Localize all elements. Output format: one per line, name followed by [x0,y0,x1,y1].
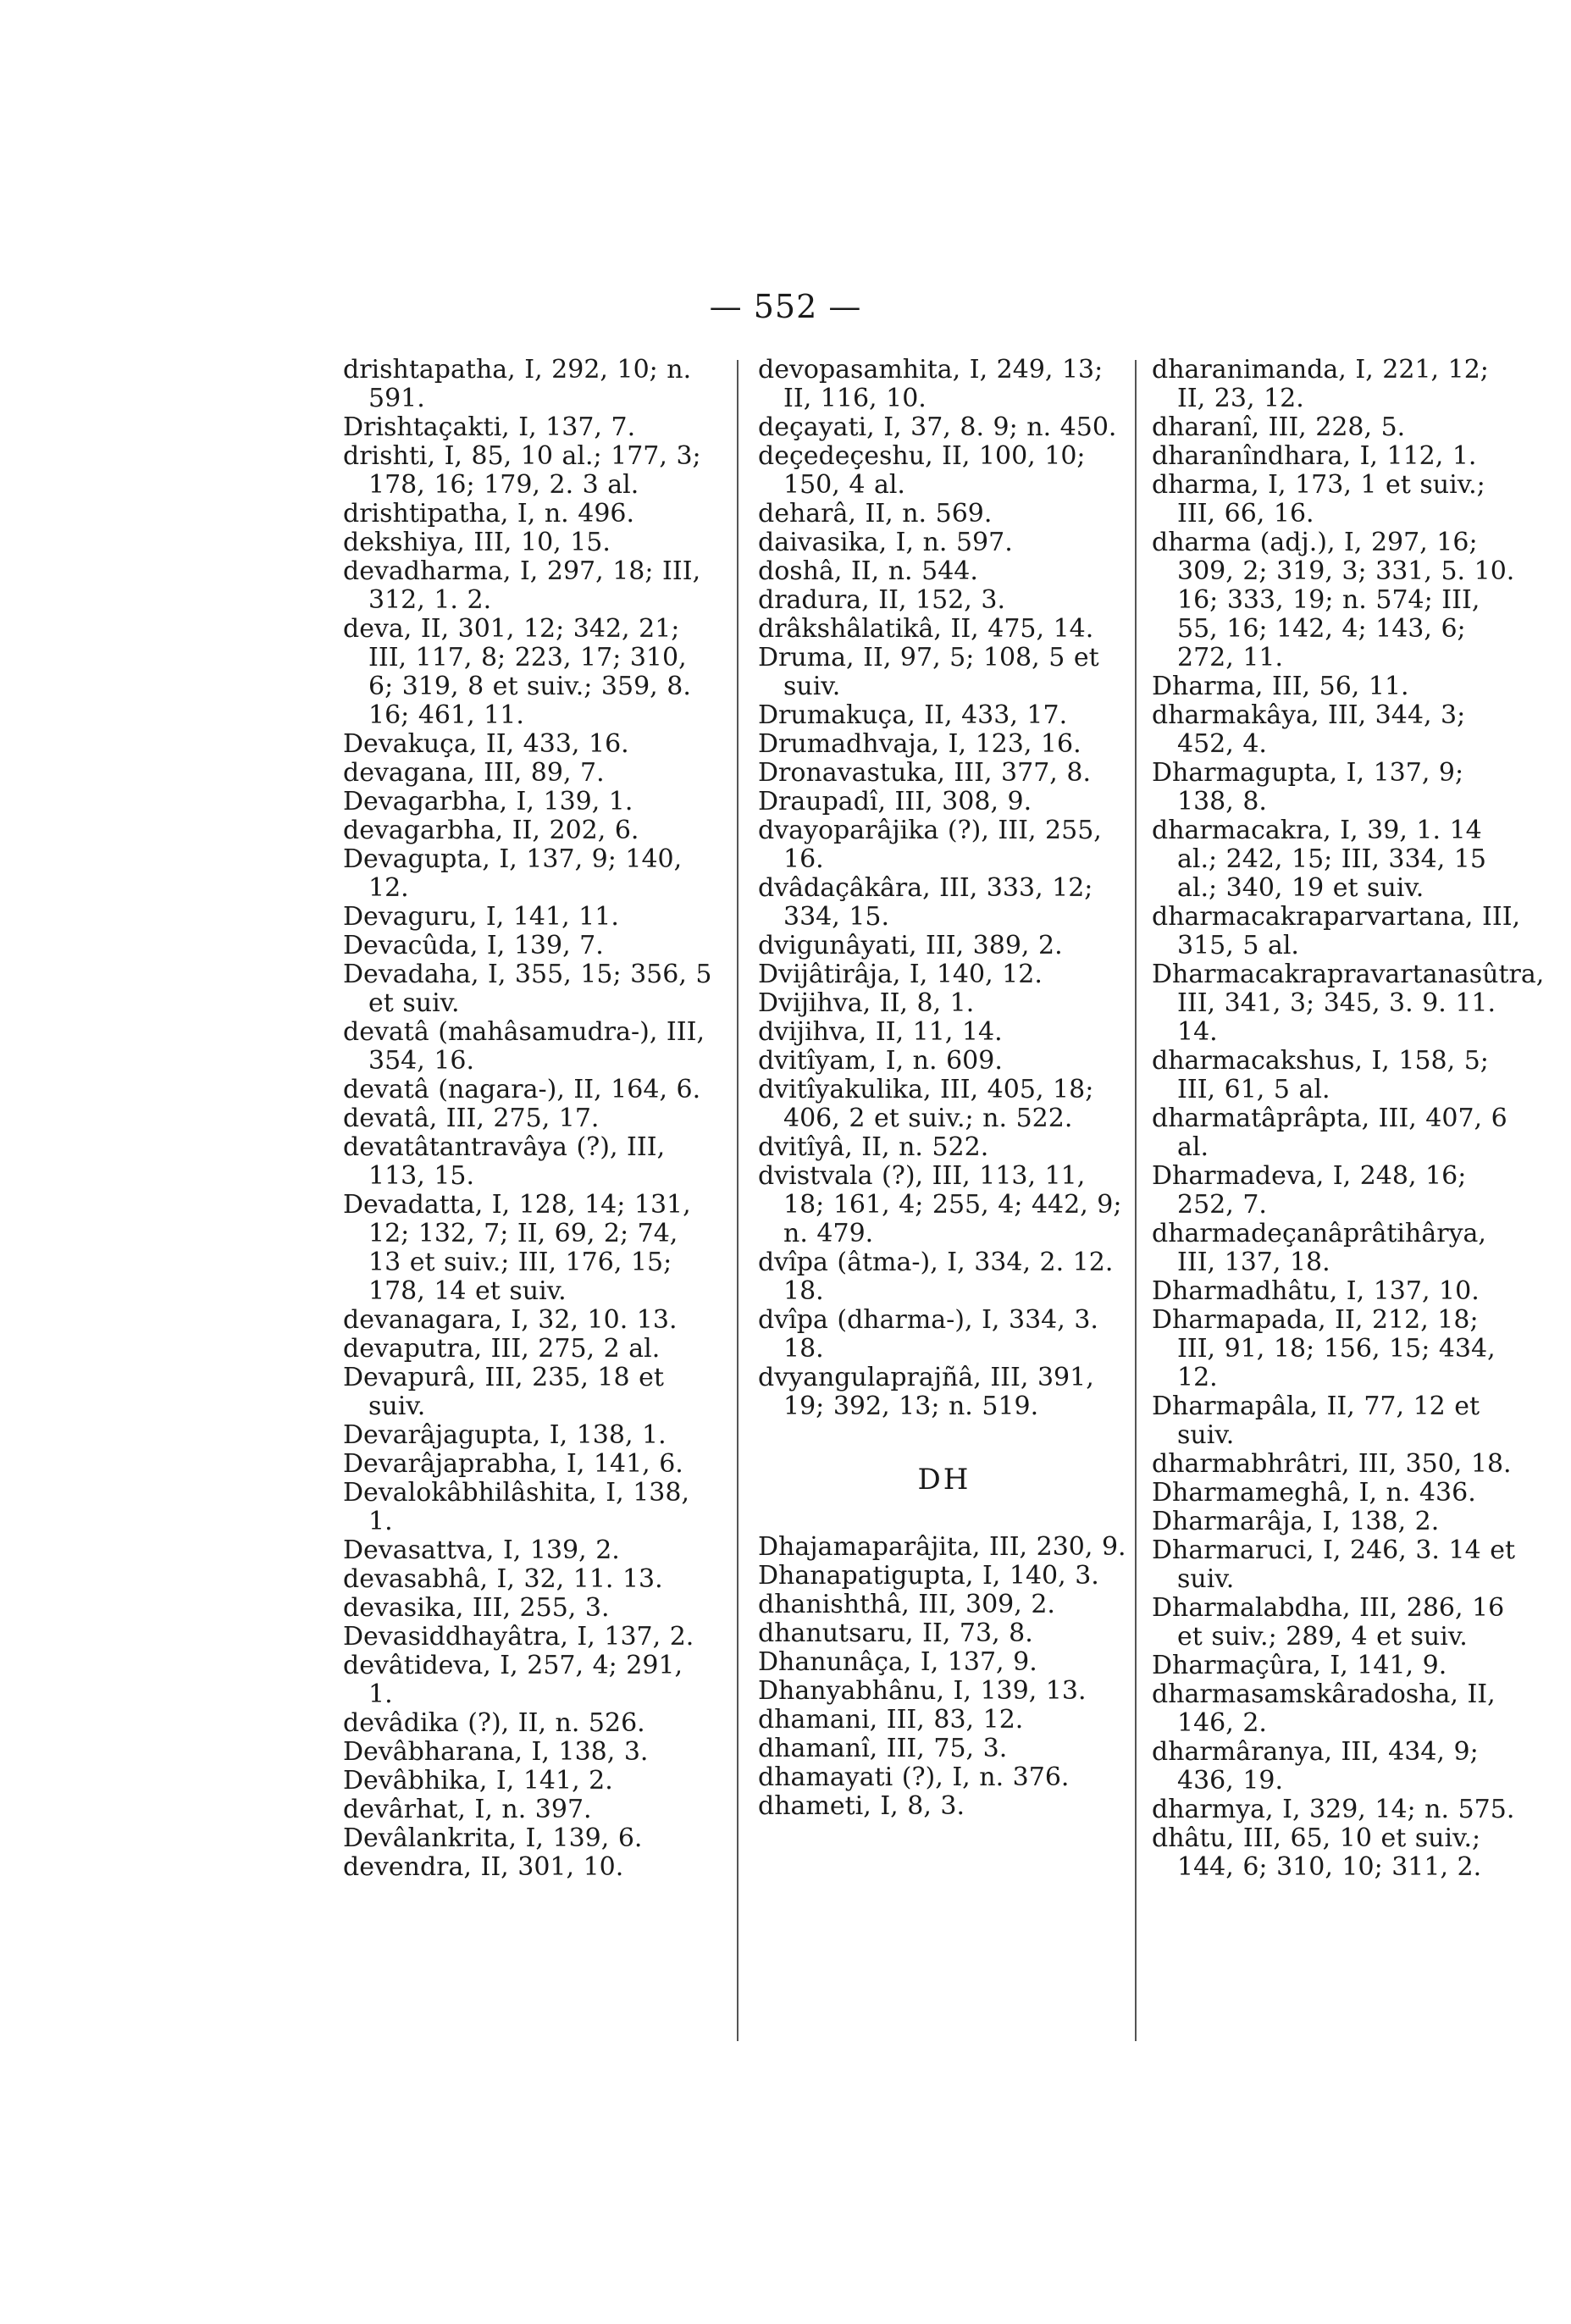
index-entry: dharma (adj.), I, 297, 16; 309, 2; 319, 3; 331, 5. 10. 16; 333, 19; n. 574; III, 55, 16; 142, 4; 143, 6; 272, 11. [1152,528,1515,672]
index-entry: dvistvala (?), III, 113, 11, 18; 161, 4; 255, 4; 442, 9; n. 479. [758,1161,1122,1248]
index-entry: devadharma, I, 297, 18; III, 312, 1. 2. [343,556,701,615]
index-entry: dhâtu, III, 65, 10 et suiv.; 144, 6; 310, 10; 311, 2. [1152,1823,1482,1882]
index-entry: devatâtantravâya (?), III, 113, 15. [343,1132,666,1191]
page-number: — 552 — [709,288,862,325]
index-entry: devagana, III, 89, 7. [343,758,605,788]
index-entry: deçayati, I, 37, 8. 9; n. 450. [758,412,1117,442]
index-entry: dharanimanda, I, 221, 12; II, 23, 12. [1152,355,1489,413]
index-entry: devagarbha, II, 202, 6. [343,816,639,845]
index-entry: Drumadhvaja, I, 123, 16. [758,729,1081,759]
index-entry: Dharmaruci, I, 246, 3. 14 et suiv. [1152,1536,1515,1594]
index-entry: devatâ (nagara-), II, 164, 6. [343,1075,701,1104]
index-entry: Devarâjaprabha, I, 141, 6. [343,1449,683,1479]
index-entry: Dhajamaparâjita, III, 230, 9. [758,1532,1126,1562]
index-entry: Dvijihva, II, 8, 1. [758,988,975,1018]
index-entry: Devagupta, I, 137, 9; 140, 12. [343,844,683,903]
column-divider [1135,360,1137,2041]
index-entry: dharmya, I, 329, 14; n. 575. [1152,1795,1515,1824]
index-entry: Dhanapatigupta, I, 140, 3. [758,1561,1099,1591]
index-entry: Drumakuça, II, 433, 17. [758,700,1068,730]
column-divider [737,360,738,2041]
index-entry: devopasamhita, I, 249, 13; II, 116, 10. [758,355,1104,413]
index-entry: Devarâjagupta, I, 138, 1. [343,1420,667,1450]
index-entry: dhamanî, III, 75, 3. [758,1734,1008,1763]
index-entry: Devadaha, I, 355, 15; 356, 5 et suiv. [343,960,712,1018]
index-entry: dharmatâprâpta, III, 407, 6 al. [1152,1104,1507,1162]
index-entry: Dharmameghâ, I, n. 436. [1152,1478,1476,1508]
index-entry: dvayoparâjika (?), III, 255, 16. [758,816,1102,874]
index-entry: Dharmalabdha, III, 286, 16 et suiv.; 289, 4 et suiv. [1152,1593,1505,1652]
index-entry: Devâbharana, I, 138, 3. [343,1737,649,1767]
index-entry: deharâ, II, n. 569. [758,499,993,528]
index-column-3 [1152,355,1545,1882]
index-entry: devatâ, III, 275, 17. [343,1104,600,1133]
index-entry: Drishtaçakti, I, 137, 7. [343,412,636,442]
index-entry: dharanîndhara, I, 112, 1. [1152,441,1477,471]
index-entry: devâtideva, I, 257, 4; 291, 1. [343,1651,683,1709]
index-column-1 [343,356,716,1882]
index-entry: dharmabhrâtri, III, 350, 18. [1152,1449,1512,1479]
index-entry: dharma, I, 173, 1 et suiv.; III, 66, 16. [1152,470,1485,528]
index-entry: Dharmapada, II, 212, 18; III, 91, 18; 156, 15; 434, 12. [1152,1305,1496,1392]
index-entry: dhameti, I, 8, 3. [758,1791,965,1821]
index-entry: dvâdaçâkâra, III, 333, 12; 334, 15. [758,873,1093,932]
index-entry: Dharmacakrapravartanasûtra, III, 341, 3; 345, 3. 9. 11. 14. [1152,960,1545,1047]
index-entry: devaputra, III, 275, 2 al. [343,1334,661,1364]
index-entry: Dhanyabhânu, I, 139, 13. [758,1676,1087,1706]
index-entry: drâkshâlatikâ, II, 475, 14. [758,614,1094,644]
index-entry: dvijihva, II, 11, 14. [758,1017,1003,1047]
index-column-2 [758,356,1131,1821]
index-entry: drishtapatha, I, 292, 10; n. 591. [343,355,692,413]
index-entry: dhamani, III, 83, 12. [758,1705,1024,1735]
index-entry: devârhat, I, n. 397. [343,1795,592,1824]
index-entry: dhanutsaru, II, 73, 8. [758,1618,1033,1648]
index-entry: Dharmarâja, I, 138, 2. [1152,1507,1440,1536]
index-entry: Dharmadhâtu, I, 137, 10. [1152,1276,1480,1306]
index-entry: devendra, II, 301, 10. [343,1852,624,1882]
index-entry: dharmakâya, III, 344, 3; 452, 4. [1152,700,1466,759]
index-entry: dradura, II, 152, 3. [758,585,1005,615]
index-entry: Devaguru, I, 141, 11. [343,902,619,932]
index-entry: Dharmadeva, I, 248, 16; 252, 7. [1152,1161,1467,1220]
index-entry: Dharmagupta, I, 137, 9; 138, 8. [1152,758,1464,816]
section-heading: DH [917,1463,971,1497]
index-entry: devasabhâ, I, 32, 11. 13. [343,1564,663,1594]
index-entry: dharmasamskâradosha, II, 146, 2. [1152,1679,1496,1738]
index-entry: Devapurâ, III, 235, 18 et suiv. [343,1363,664,1421]
index-entry: Devadatta, I, 128, 14; 131, 12; 132, 7; II, 69, 2; 74, 13 et suiv.; III, 176, 15; 178, 14 et suiv. [343,1190,691,1306]
index-entry: dvyangulaprajñâ, III, 391, 19; 392, 13; n. 519. [758,1363,1094,1421]
index-entry: drishti, I, 85, 10 al.; 177, 3; 178, 16; 179, 2. 3 al. [343,441,701,500]
index-entry: dvitîyakulika, III, 405, 18; 406, 2 et suiv.; n. 522. [758,1075,1094,1133]
index-entry: devâdika (?), II, n. 526. [343,1708,645,1738]
index-entry: Devakuça, II, 433, 16. [343,729,629,759]
index-entry: Devagarbha, I, 139, 1. [343,787,633,816]
index-entry: devanagara, I, 32, 10. 13. [343,1305,678,1335]
index-entry: dharmacakraparvartana, III, 315, 5 al. [1152,902,1521,960]
index-entry: dhanishthâ, III, 309, 2. [758,1590,1055,1619]
index-entry: dvitîyam, I, n. 609. [758,1046,1003,1076]
index-entry: dvîpa (dharma-), I, 334, 3. 18. [758,1305,1098,1364]
index-entry: deçedeçeshu, II, 100, 10; 150, 4 al. [758,441,1086,500]
index-entry: Druma, II, 97, 5; 108, 5 et suiv. [758,643,1099,701]
index-entry: drishtipatha, I, n. 496. [343,499,635,528]
index-entry: doshâ, II, n. 544. [758,556,978,586]
index-entry: dvitîyâ, II, n. 522. [758,1132,989,1162]
index-entry: dekshiya, III, 10, 15. [343,528,611,557]
index-entry: Devasiddhayâtra, I, 137, 2. [343,1622,694,1652]
index-entry: daivasika, I, n. 597. [758,528,1013,557]
index-entry: Devâlankrita, I, 139, 6. [343,1823,643,1853]
index-entry: Dvijâtirâja, I, 140, 12. [758,960,1043,989]
index-entry: Dronavastuka, III, 377, 8. [758,758,1091,788]
index-entry: Dharma, III, 56, 11. [1152,672,1409,701]
index-entry: dvîpa (âtma-), I, 334, 2. 12. 18. [758,1248,1114,1306]
index-entry: Devâbhika, I, 141, 2. [343,1766,613,1796]
index-entry: dvigunâyati, III, 389, 2. [758,931,1063,960]
index-entry: Dharmaçûra, I, 141, 9. [1152,1651,1447,1680]
index-entry: dharanî, III, 228, 5. [1152,412,1406,442]
index-entry: dharmâranya, III, 434, 9; 436, 19. [1152,1737,1479,1796]
index-entry: Draupadî, III, 308, 9. [758,787,1032,816]
index-entry: Dhanunâça, I, 137, 9. [758,1647,1037,1677]
index-entry: Devasattva, I, 139, 2. [343,1536,620,1565]
index-entry: Devalokâbhilâshita, I, 138, 1. [343,1478,690,1536]
index-entry: dharmacakra, I, 39, 1. 14 al.; 242, 15; III, 334, 15 al.; 340, 19 et suiv. [1152,816,1486,903]
index-entry: deva, II, 301, 12; 342, 21; III, 117, 8; 223, 17; 310, 6; 319, 8 et suiv.; 359, 8. 16; 461, 11. [343,614,691,730]
index-entry: dharmacakshus, I, 158, 5; III, 61, 5 al. [1152,1046,1489,1104]
index-entry: devasika, III, 255, 3. [343,1593,610,1623]
index-entry: Devacûda, I, 139, 7. [343,931,604,960]
index-entry: dharmadeçanâprâtihârya, III, 137, 18. [1152,1219,1486,1277]
index-entry: devatâ (mahâsamudra-), III, 354, 16. [343,1017,705,1076]
index-entry: dhamayati (?), I, n. 376. [758,1762,1070,1792]
index-entry: Dharmapâla, II, 77, 12 et suiv. [1152,1392,1480,1450]
